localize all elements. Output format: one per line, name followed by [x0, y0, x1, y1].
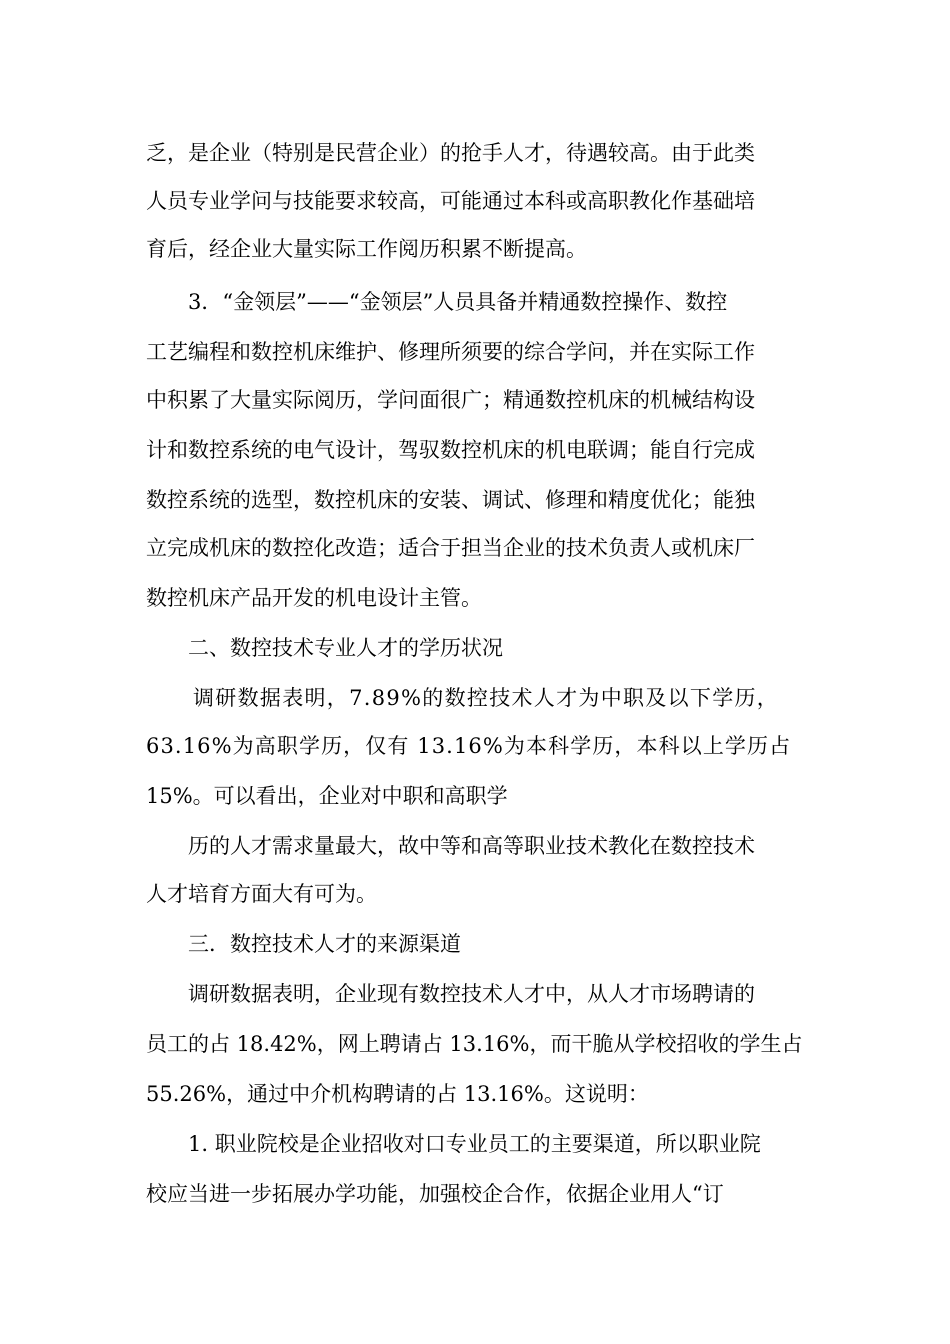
text-line-22: 校应当进一步拓展办学功能，加强校企合作，依据企业用人“订	[146, 1182, 724, 1206]
text-line-2: 人员专业学问与技能要求较高，可能通过本科或高职教化作基础培	[146, 189, 755, 213]
text-line-9: 立完成机床的数控化改造；适合于担当企业的技术负责人或机床厂	[146, 536, 755, 560]
section-heading-2: 二、数控技术专业人才的学历状况	[188, 636, 503, 660]
text-line-20: 55.26%，通过中介机构聘请的占 13.16%。这说明：	[146, 1082, 649, 1106]
text-line-14: 15%。可以看出，企业对中职和高职学	[146, 784, 508, 808]
text-line-1: 乏，是企业（特别是民营企业）的抢手人才，待遇较高。由于此类	[146, 141, 755, 165]
text-line-5: 工艺编程和数控机床维护、修理所须要的综合学问，并在实际工作	[146, 340, 755, 364]
text-line-6: 中积累了大量实际阅历，学问面很广；精通数控机床的机械结构设	[146, 388, 755, 412]
text-line-15: 历的人才需求量最大，故中等和高等职业技术教化在数控技术	[188, 834, 755, 858]
text-line-7: 计和数控系统的电气设计，驾驭数控机床的机电联调；能自行完成	[146, 438, 755, 462]
text-line-13: 63.16%为高职学历，仅有 13.16%为本科学历，本科以上学历占	[146, 734, 792, 758]
text-line-10: 数控机床产品开发的机电设计主管。	[146, 586, 482, 610]
text-line-8: 数控系统的选型，数控机床的安装、调试、修理和精度优化；能独	[146, 488, 755, 512]
text-line-12: 调研数据表明，7.89%的数控技术人才为中职及以下学历，	[193, 686, 780, 710]
text-line-21: 1. 职业院校是企业招收对口专业员工的主要渠道，所以职业院	[188, 1132, 761, 1156]
text-line-4: 3．“金领层”——“金领层”人员具备并精通数控操作、数控	[188, 290, 728, 314]
text-line-16: 人才培育方面大有可为。	[146, 882, 377, 906]
text-line-3: 育后，经企业大量实际工作阅历积累不断提高。	[146, 237, 587, 261]
text-line-18: 调研数据表明，企业现有数控技术人才中，从人才市场聘请的	[188, 982, 755, 1006]
section-heading-3: 三．数控技术人才的来源渠道	[188, 932, 461, 956]
text-line-19: 员工的占 18.42%，网上聘请占 13.16%，而干脆从学校招收的学生占	[146, 1032, 803, 1056]
